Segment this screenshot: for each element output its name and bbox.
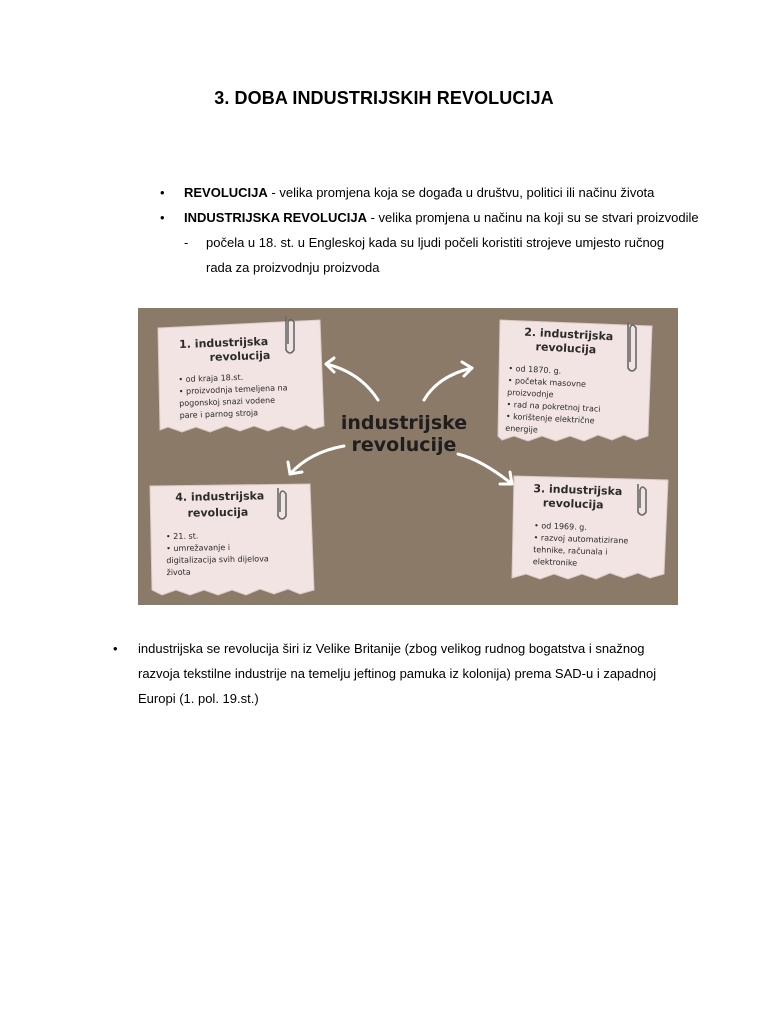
note-line: • rad na pokretnoj traci	[506, 399, 601, 414]
note-line: • korištenje električne	[505, 411, 595, 426]
note-line: • početak masovne	[507, 375, 587, 389]
center-label	[341, 412, 467, 456]
dash-icon: -	[184, 235, 189, 250]
sub-item-line: rada za proizvodnju proizvoda	[206, 260, 380, 275]
note-title: revolucija	[187, 505, 249, 520]
note-title: 1. industrijska	[178, 334, 269, 352]
industrial-revolutions-diagram	[138, 308, 678, 605]
definition: - velika promjena u načinu na koji su se stvari proizvodile	[366, 210, 699, 225]
note-line: života	[166, 567, 191, 578]
note-line: elektronike	[532, 557, 578, 568]
note-line: digitalizacija svih dijelova	[166, 554, 269, 566]
note-title: revolucija	[535, 340, 597, 357]
note-line: energije	[505, 423, 538, 435]
note-title: revolucija	[542, 496, 604, 512]
list-item	[113, 636, 673, 711]
bullet-icon: •	[160, 210, 165, 225]
sub-item	[160, 230, 720, 280]
note-title: 3. industrijska	[533, 482, 623, 499]
arrow-icon	[424, 368, 472, 400]
note-line: pogonskoj snazi vodene	[179, 395, 276, 409]
note-4	[150, 484, 314, 595]
note-line: • od kraja 18.st.	[178, 372, 244, 385]
arrow-icon	[458, 454, 512, 484]
arrow-icon	[290, 446, 344, 474]
term: INDUSTRIJSKA REVOLUCIJA	[184, 210, 367, 225]
note-line: • od 1870. g.	[508, 363, 562, 376]
list-item	[160, 184, 720, 209]
center-label-line: revolucije	[351, 434, 457, 456]
note-2	[498, 320, 652, 441]
bullet-icon: •	[113, 641, 118, 656]
sub-item-line: počela u 18. st. u Engleskoj kada su ljudi počeli koristiti strojeve umjesto ručnog	[206, 235, 665, 250]
note-line: • umrežavanje i	[166, 542, 231, 554]
note-title: revolucija	[209, 348, 271, 364]
note-line: • od 1969. g.	[533, 521, 588, 532]
note-line: pare i parnog stroja	[179, 408, 259, 421]
bullet-icon: •	[160, 185, 165, 200]
list-item-line: Europi (1. pol. 19.st.)	[138, 691, 259, 706]
note-title: 2. industrijska	[523, 325, 614, 344]
center-label-line: industrijske	[340, 412, 468, 434]
definitions-list	[160, 184, 720, 280]
definition: - velika promjena koja se događa u društvu, politici ili načinu života	[267, 185, 655, 200]
note-line: • proizvodnja temeljena na	[178, 383, 288, 397]
note-line: proizvodnje	[506, 387, 554, 400]
note-3	[512, 476, 668, 579]
bottom-list	[113, 636, 673, 711]
note-line: • razvoj automatizirane	[533, 533, 629, 546]
note-1	[158, 316, 324, 432]
note-line: tehnike, računala i	[533, 545, 608, 557]
list-item-line: razvoja tekstilne industrije na temelju jeftinog pamuka iz kolonija) prema SAD-u i zapadnoj	[138, 666, 657, 681]
arrow-icon	[326, 364, 378, 400]
list-item-line: industrijska se revolucija širi iz Velike Britanije (zbog velikog rudnog bogatstva i snažnog	[138, 641, 645, 656]
note-title: 4. industrijska	[175, 489, 265, 504]
page-title: 3. DOBA INDUSTRIJSKIH REVOLUCIJA	[214, 88, 554, 108]
term: REVOLUCIJA	[184, 185, 268, 200]
note-line: • 21. st.	[165, 531, 199, 542]
